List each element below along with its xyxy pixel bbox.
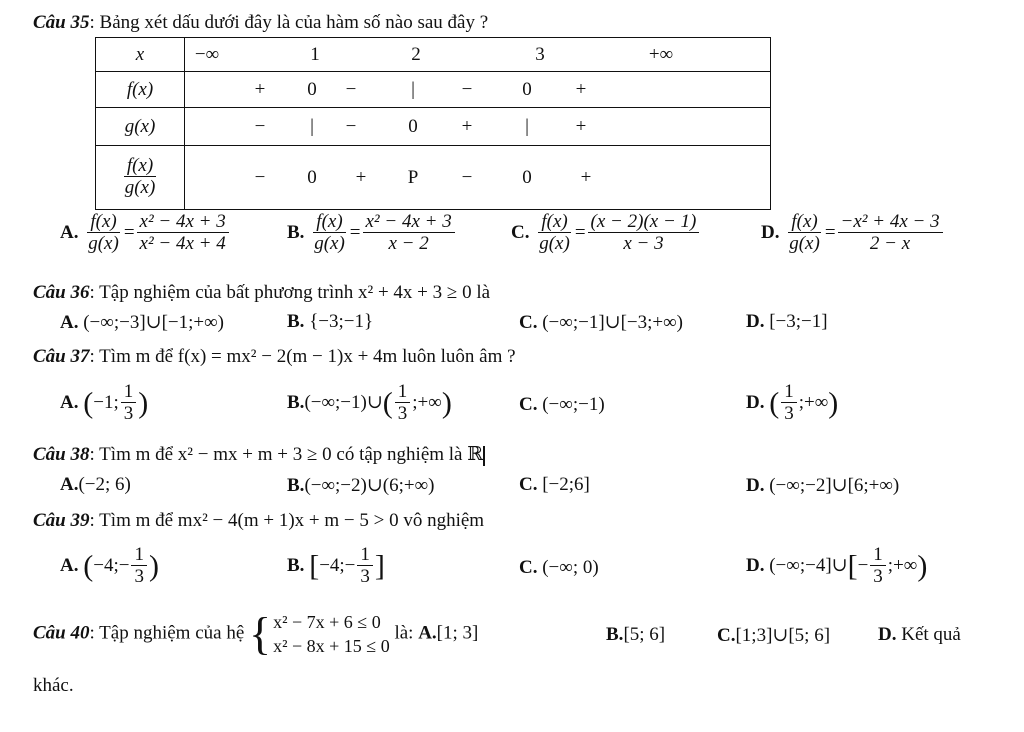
q38-text: : Tìm m để x² − mx + m + 3 ≥ 0 có tập nghiệm là ℝ xyxy=(89,444,484,465)
sign: + xyxy=(580,166,592,188)
q40-option-d[interactable]: D. Kết quả xyxy=(878,624,961,645)
q36-option-a[interactable]: A. (−∞;−3]∪[−1;+∞) xyxy=(60,312,224,333)
sign-table-f-row xyxy=(96,72,771,108)
sign: − xyxy=(345,115,357,137)
sign-table-g-row xyxy=(96,108,771,146)
sign: 0 xyxy=(522,166,532,188)
q36-heading xyxy=(33,282,490,304)
q36-text: : Tập nghiệm của bất phương trình x² + 4x + 3 ≥ 0 là xyxy=(89,282,491,303)
sign-table-ratio-row xyxy=(96,146,771,210)
q35-option-d[interactable]: D. $\frac{f(x)}{g(x)}$ = $\frac{\text{−x² + 4x − 3}}{2 - x}$ xyxy=(761,212,945,255)
sign-table xyxy=(95,37,771,210)
sign-table-header-row xyxy=(96,38,771,72)
q40-continuation: khác. xyxy=(33,675,74,696)
q35-heading xyxy=(33,12,488,34)
sign: + xyxy=(575,78,587,100)
q35-option-a[interactable]: A. $\frac{f(x)}{g(x)}$ = $\frac{\text{x² − 4x + 3}}{\text{x² − 4x + 4}}$ xyxy=(60,212,231,255)
sign-table-x-values xyxy=(185,38,771,72)
sign: + xyxy=(575,115,587,137)
q38-option-d[interactable]: D. (−∞;−2]∪[6;+∞) xyxy=(746,475,900,496)
sign: + xyxy=(461,115,473,137)
x-root-3: 3 xyxy=(535,43,545,65)
sign: + xyxy=(355,166,367,188)
sign: | xyxy=(525,115,529,137)
q38-option-b[interactable]: B.(−∞;−2)∪(6;+∞) xyxy=(287,475,435,496)
q38-heading xyxy=(33,443,485,466)
g-row-label: g(x) xyxy=(96,108,185,146)
sign: + xyxy=(254,78,266,100)
q35-option-c[interactable]: C. $\frac{f(x)}{g(x)}$ = $\frac{(x - 2)(x - 1)}{x - 3}$ xyxy=(511,212,701,255)
f-row-signs xyxy=(185,72,771,108)
sign: | xyxy=(411,78,415,100)
q35-label: Câu 35 xyxy=(33,12,90,33)
sign: − xyxy=(345,78,357,100)
sign: P xyxy=(407,166,419,188)
ratio-row-label xyxy=(96,146,185,210)
q37-option-a[interactable]: A. (−1; $\frac{1}{3}$ ) xyxy=(60,381,149,424)
x-pos-inf: +∞ xyxy=(648,43,674,65)
q40-option-c[interactable]: C.[1;3]∪[5; 6] xyxy=(717,625,831,646)
sign: − xyxy=(461,166,473,188)
q40-heading xyxy=(33,610,478,658)
q37-option-d[interactable]: D. ( $\frac{1}{3}$ ;+∞) xyxy=(746,381,839,424)
x-root-1: 1 xyxy=(310,43,320,65)
q39-option-d[interactable]: D. (−∞;−4]∪[− $\frac{1}{3}$ ;+∞) xyxy=(746,544,928,587)
f-row-label: f(x) xyxy=(96,72,185,108)
q38-label: Câu 38 xyxy=(33,444,90,465)
sign: 0 xyxy=(307,166,317,188)
q35-option-b[interactable]: B. $\frac{f(x)}{g(x)}$ = $\frac{\text{x² − 4x + 3}}{x - 2}$ xyxy=(287,212,457,255)
q35-text: : Bảng xét dấu dưới đây là của hàm số nào sau đây ? xyxy=(89,12,489,33)
q39-text: : Tìm m để mx² − 4(m + 1)x + m − 5 > 0 vô nghiệm xyxy=(89,510,485,531)
q36-option-c[interactable]: C. (−∞;−1]∪[−3;+∞) xyxy=(519,312,683,333)
q38-option-a[interactable]: A.(−2; 6) xyxy=(60,474,131,495)
q40-system: { x² − 7x + 6 ≤ 0 x² − 8x + 15 ≤ 0 xyxy=(249,608,390,659)
option-key: A. xyxy=(60,221,79,243)
sign: 0 xyxy=(307,78,317,100)
sign: − xyxy=(461,78,473,100)
sign: 0 xyxy=(522,78,532,100)
option-key: D. xyxy=(761,221,780,243)
ratio-row-signs xyxy=(185,146,771,210)
g-row-signs xyxy=(185,108,771,146)
q40-label: Câu 40 xyxy=(33,622,90,644)
sign-table-x-header: x xyxy=(96,38,185,72)
q39-option-a[interactable]: A. (−4;− $\frac{1}{3}$ ) xyxy=(60,544,159,587)
text-cursor xyxy=(483,446,485,466)
q36-label: Câu 36 xyxy=(33,282,90,303)
q40-after: là: xyxy=(394,622,414,644)
brace-icon: { xyxy=(249,608,272,659)
q38-option-c[interactable]: C. [−2;6] xyxy=(519,474,590,495)
ratio-den: g(x) xyxy=(124,177,156,198)
sign: − xyxy=(254,115,266,137)
x-root-2: 2 xyxy=(411,43,421,65)
x-neg-inf: −∞ xyxy=(194,43,220,65)
q36-option-d[interactable]: D. [−3;−1] xyxy=(746,311,828,332)
q39-option-b[interactable]: B. [−4;− $\frac{1}{3}$ ] xyxy=(287,544,385,587)
sign: − xyxy=(254,166,266,188)
ratio-num: f(x) xyxy=(124,156,156,177)
q39-option-c[interactable]: C. (−∞; 0) xyxy=(519,557,599,578)
q37-label: Câu 37 xyxy=(33,346,90,367)
option-key: B. xyxy=(287,221,305,243)
q40-text: : Tập nghiệm của hệ xyxy=(89,622,245,644)
sign: | xyxy=(310,115,314,137)
q39-heading xyxy=(33,510,484,532)
q40-option-b[interactable]: B.[5; 6] xyxy=(606,624,666,645)
q37-text: : Tìm m để f(x) = mx² − 2(m − 1)x + 4m luôn luôn âm ? xyxy=(89,346,516,367)
q37-option-c[interactable]: C. (−∞;−1) xyxy=(519,394,605,415)
q37-option-b[interactable]: B.(−∞;−1)∪( $\frac{1}{3}$ ;+∞) xyxy=(287,381,452,424)
q39-label: Câu 39 xyxy=(33,510,90,531)
q37-heading xyxy=(33,346,516,368)
option-key: C. xyxy=(511,221,530,243)
q40-option-a[interactable]: A.[1; 3] xyxy=(418,622,479,644)
q36-option-b[interactable]: B. {−3;−1} xyxy=(287,311,374,332)
sign: 0 xyxy=(408,115,418,137)
